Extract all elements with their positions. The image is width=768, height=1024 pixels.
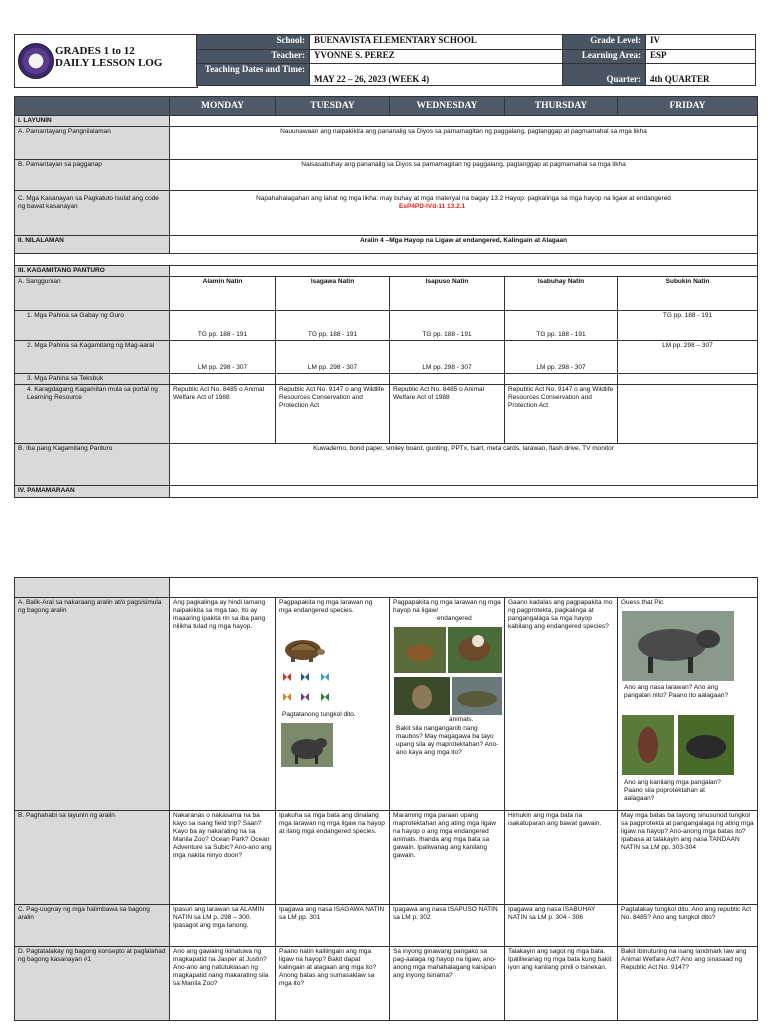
lm-friday: LM pp. 298 – 307 [618, 341, 758, 374]
paghahabi-monday: Nakaranas o nakasama na ba kayo sa isang field trip? Saan? Kayo ba ay nakarating na sa Manila Zoo? Ocean Park? Ocean Adventure sa Subic? Ano-ano ang mga nakita ninyo doon? [170, 811, 276, 905]
day-tuesday: TUESDAY [276, 97, 390, 116]
form-title-line2: DAILY LESSON LOG [55, 57, 163, 69]
balik-aral-wednesday-questions: Bakit sila nanganganib nang maubos? May magagawa ba tayo upang sila ay maprotektahan? Ano-ano kaya ang mga ito? [396, 725, 499, 756]
learning-area-label: Learning Area: [563, 50, 646, 64]
paghahabi-wednesday: Maraming mga paraan upang maprotektahan ang ating mga ligaw na hayop o ang mga endangered animals. Ihanda ang mga bata sa gawain. Ipaliwanag ang kanilang gawain. [390, 811, 505, 905]
lm-tuesday: LM pp. 298 - 307 [276, 341, 390, 374]
lesson-thursday: Isabuhay Natin [505, 277, 618, 311]
lm-wednesday: LM pp. 298 - 307 [390, 341, 505, 374]
empty-cell [505, 374, 618, 385]
butterflies-icon [281, 671, 339, 707]
balik-aral-friday-question2: Ano ang kanilang mga pangalan? Paano sila poprotektahan at aalagaan? [624, 779, 721, 802]
learning-area-value: ESP [646, 50, 756, 64]
deer-and-eagle-photo-icon [394, 627, 502, 673]
empty-cell [618, 374, 758, 385]
pamantayang-pangnilalaman-text: Nauunawaan ang naipakikita ang pananalig sa Diyos sa pamamagitan ng paggalang, pagtanggap at pagmamahal sa mga likha [170, 127, 758, 160]
section-kagamitang-panturo: III. KAGAMITANG PANTURO [15, 266, 170, 277]
lr-wednesday: Republic Act No. 8485 o Animal Welfare Act of 1988 [390, 385, 505, 444]
title-block [14, 34, 198, 88]
gabay-wednesday: TG pp. 188 - 191 [390, 311, 505, 341]
lesson-tuesday: Isagawa Natin [276, 277, 390, 311]
empty-cell [170, 116, 758, 127]
balik-aral-friday [618, 598, 758, 811]
lm-monday: LM pp. 298 - 307 [170, 341, 276, 374]
empty-cell [276, 374, 390, 385]
day-wednesday: WEDNESDAY [390, 97, 505, 116]
row-label-pag-uugnay: C. Pag-uugnay ng mga halimbawa sa bagong aralin [15, 905, 170, 947]
dates-label: Teaching Dates and Time: [197, 64, 310, 86]
balik-aral-friday-question1: Ano ang nasa larawan? Ano ang pangalan nito? Paano ito aalagaan? [624, 684, 729, 699]
balik-aral-monday: Ang pagkalinga ay hindi lamang naipakikita sa mga tao. Ito ay maaaring ipakita rin sa iba pang nilikha tulad ng mga hayop. [170, 598, 276, 811]
row-label-paghahabi: B. Paghahabi sa layunin ng aralin [15, 811, 170, 905]
pagtatalakay-friday: Bakit ibinuturing na isang landmark law ang Animal Welfare Act? Ano ang sinasaad ng Republic Act No. 9147? [618, 947, 758, 1021]
deped-seal-icon [18, 43, 54, 79]
day-thursday: THURSDAY [505, 97, 618, 116]
balik-aral-wednesday [390, 598, 505, 811]
balik-aral-tuesday-question: Pagtatanong tungkol dito. [282, 711, 356, 718]
balik-aral-wednesday-text-c: animals. [449, 716, 474, 723]
lesson-log-table-1 [14, 96, 758, 498]
empty-header-cell [170, 578, 758, 598]
row-label-pagtatalakay: D. Pagtatalakay ng bagong konsepto at paglalahad ng bagong kasanayan #1 [15, 947, 170, 1021]
gabay-monday: TG pp. 188 - 191 [170, 311, 276, 341]
grade-level-label: Grade Level: [563, 35, 646, 50]
tamaraw-photo-icon [622, 611, 734, 681]
dates-value: MAY 22 – 26, 2023 (WEEK 4) [310, 64, 563, 86]
pagtatalakay-tuesday: Paano natin kalilingain ang mga ligaw na hayop? Bakit dapat kalingain at alagaan ang mga ito? Anong batas ang sumasaklaw sa mga ito? [276, 947, 390, 1021]
paghahabi-friday: May mga batas ba tayong sinusunod tungkol sa pagprotekta at pangangalaga ng ating mga ligaw na hayop? Ano-anong mga batas ito? Ipabasa at talakayin ang nasa TANDAAN NATIN sa LM pp. 303-304 [618, 811, 758, 905]
lesson-log-table-2 [14, 577, 758, 1021]
bird-and-boar-photo-icon [622, 715, 734, 775]
turtle-icon [281, 634, 325, 664]
tamaraw-photo-icon [281, 723, 333, 767]
pag-uugnay-friday: Pagtalakay tungkol dito. Ano ang republic Act No. 8485? Ano ang tungkol dito? [618, 905, 758, 947]
lesson-wednesday: Isapuso Natin [390, 277, 505, 311]
empty-cell [390, 374, 505, 385]
teacher-label: Teacher: [197, 50, 310, 64]
row-label-gabay-ng-guro: 1. Mga Pahina sa Gabay ng Guro [15, 311, 170, 341]
pagtatalakay-wednesday: Sa inyong ginawang pangako sa pag-aalaga ng hayop na ligaw, ano-anong mga mahahalagang kaisipan ang inyong isinama? [390, 947, 505, 1021]
gabay-tuesday: TG pp. 188 - 191 [276, 311, 390, 341]
pag-uugnay-thursday: Ipagawa ang nasa ISABUHAY NATIN sa LM p. 304 - 306 [505, 905, 618, 947]
tarsier-and-crocodile-photo-icon [394, 677, 502, 715]
quarter-value: 4th QUARTER [646, 64, 756, 86]
gabay-thursday: TG pp. 188 - 191 [505, 311, 618, 341]
row-label-learning-resource: 4. Karagdagang Kagamitan mula sa portal ng Learning Resource [15, 385, 170, 444]
kasanayan-code: EsP4PD-IVd-11 13.2.1 [399, 203, 466, 210]
pag-uugnay-tuesday: Ipagawa ang nasa ISAGAWA NATIN sa LM pp. 301 [276, 905, 390, 947]
lr-friday [618, 385, 758, 444]
grade-level-value: IV [646, 35, 756, 50]
pag-uugnay-wednesday: Ipagawa ang nasa ISAPUSO NATIN sa LM p. 302 [390, 905, 505, 947]
kasanayan-cell [170, 191, 758, 236]
empty-cell [170, 266, 758, 277]
kasanayan-text: Napahahalagahan ang lahat ng mga likha: may buhay at mga materyal na bagay 13.2 Hayop: pagkalinga sa mga hayop na ligaw at endangered [256, 195, 671, 202]
spacer-row [15, 254, 758, 266]
lesson-monday: Alamin Natin [170, 277, 276, 311]
lesson-friday: Subukin Natin [618, 277, 758, 311]
paghahabi-thursday: Himukin ang mga bata na isakatuparan ang bawat gawain. [505, 811, 618, 905]
form-title-line1: GRADES 1 to 12 [55, 45, 135, 57]
lr-thursday: Republic Act No. 9147 o ang Wildlife Resources Conservation and Protection Act [505, 385, 618, 444]
lr-monday: Republic Act No. 8485 o Animal Welfare Act of 1988 [170, 385, 276, 444]
day-monday: MONDAY [170, 97, 276, 116]
row-label-kagamitang-mag-aaral: 2. Mga Pahina sa Kagamitang ng Mag-aaral [15, 341, 170, 374]
lm-thursday: LM pp. 298 - 307 [505, 341, 618, 374]
row-label-pamantayan-sa-pagganap: B. Pamantayan sa pagganap [15, 160, 170, 191]
nilalaman-text: Aralin 4 –Mga Hayop na Ligaw at endangered, Kalingain at Alagaan [170, 236, 758, 254]
section-pamamaraan: IV. PAMAMARAAN [15, 486, 170, 498]
pamantayan-sa-pagganap-text: Naisasabuhay ang pananalig sa Diyos sa pamamagitan ng paggalang, pagtanggap at pagmamahal sa mga likha [170, 160, 758, 191]
balik-aral-wednesday-text-b: endangered [437, 615, 472, 622]
row-label-balik-aral: A. Balik-Aral sa nakaraang aralin at/o pagsisimula ng bagong aralin [15, 598, 170, 811]
lr-tuesday: Republic Act No. 9147 o ang Wildlife Resources Conservation and Protection Act [276, 385, 390, 444]
row-label-pamantayang-pangnilalaman: A. Pamantayang Pangnilalaman [15, 127, 170, 160]
school-label: School: [197, 35, 310, 50]
day-friday: FRIDAY [618, 97, 758, 116]
row-label-iba-pang-kagamitan: B. Iba pang Kagamitang Panturo [15, 444, 170, 486]
empty-cell [170, 374, 276, 385]
balik-aral-tuesday-text: Pagpapakita ng mga larawan ng mga endangered species. [279, 599, 373, 614]
row-label-kasanayan: C. Mga Kasanayan sa Pagkatuto Isulat ang code ng bawat kasanayan [15, 191, 170, 236]
row-label-teksbuk: 3. Mga Pahina sa Teksbuk [15, 374, 170, 385]
paghahabi-tuesday: Ipakuha sa mga bata ang dinalang mga larawan ng mga ligaw na hayop at ilang mga endangered species. [276, 811, 390, 905]
pagtatalakay-thursday: Talakayin ang sagot ng mga bata. Ipaliliwanag ng mga bata kung bakit iyon ang kanilang pinili o tsinekan. [505, 947, 618, 1021]
pag-uugnay-monday: Ipasuri ang larawan sa ALAMIN NATIN sa LM p. 298 – 300. Ipasagot ang mga tanong. [170, 905, 276, 947]
balik-aral-thursday: Gaano kadalas ang pagpapakita mo ng pagprotekta, pagkalinga at pangangalaga sa mga hayop kabilang ang endangered species? [505, 598, 618, 811]
iba-pang-kagamitan-text: Kuwaderno, bond paper, smiley board, gunting, PPTx, tsart, meta cards, larawan, flash drive, TV monitor [170, 444, 758, 486]
section-nilalaman: II. NILALAMAN [15, 236, 170, 254]
school-value: BUENAVISTA ELEMENTARY SCHOOL [310, 35, 563, 50]
pagtatalakay-monday: Ano ang gawaing ikinatuwa ng magkapatid na Jasper at Justin? Ano-ano ang natutuklasan ng magkapatid nang makarating sila sa Manila Zoo? [170, 947, 276, 1021]
corner-cell [15, 578, 170, 598]
corner-cell [15, 97, 170, 116]
quarter-label: Quarter: [563, 64, 646, 86]
balik-aral-tuesday [276, 598, 390, 811]
row-label-sanggunian: A. Sanggunian [15, 277, 170, 311]
teacher-value: YVONNE S. PEREZ [310, 50, 563, 64]
header-info-table [196, 34, 756, 86]
empty-cell [170, 486, 758, 498]
section-layunin: I. LAYUNIN [15, 116, 170, 127]
gabay-friday: TG pp. 188 - 191 [618, 311, 758, 341]
balik-aral-friday-text: Guess that Pic [621, 599, 664, 606]
balik-aral-wednesday-text: Pagpapakita ng mga larawan ng mga hayop na ligaw/ [393, 599, 501, 614]
